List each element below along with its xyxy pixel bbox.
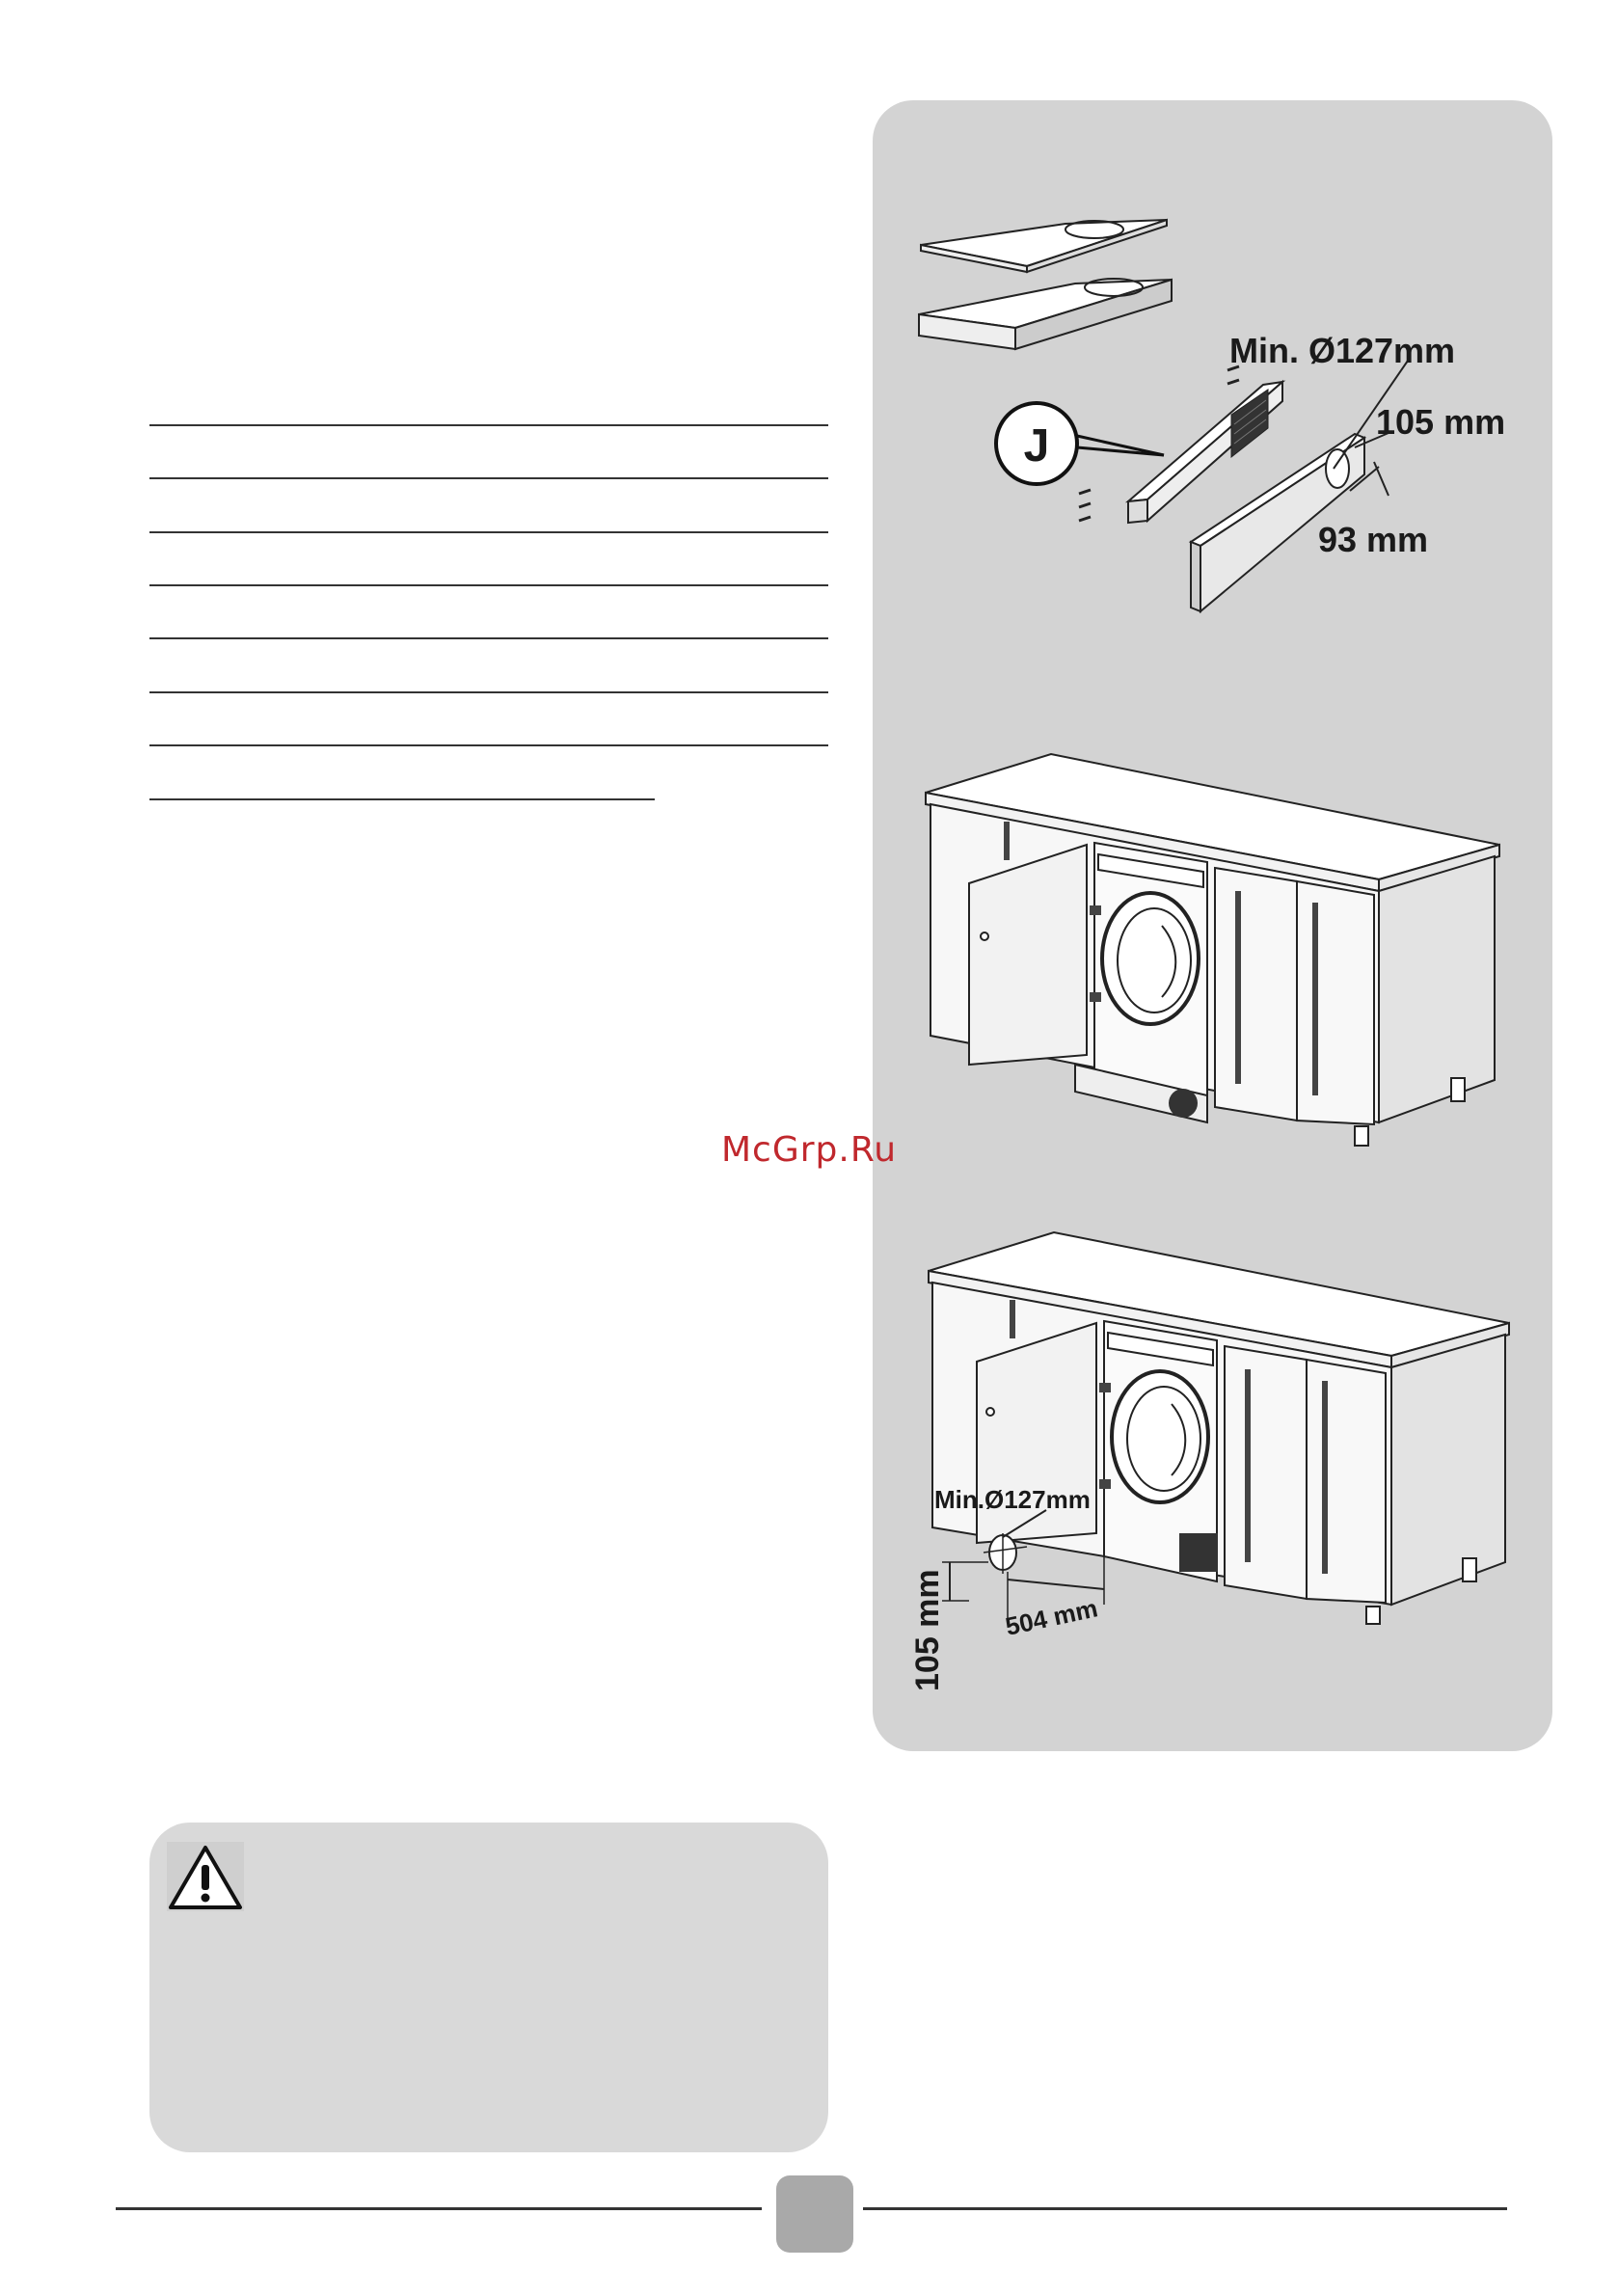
text-rule [149, 744, 828, 746]
label-105mm-vertical: 105 mm [909, 1569, 946, 1691]
label-93mm: 93 mm [1318, 520, 1429, 559]
label-504mm: 504 mm [1003, 1593, 1100, 1641]
footer-rule-left [116, 2207, 762, 2210]
label-min-diameter-wall: Min.Ø127mm [934, 1485, 1091, 1514]
wall-vent-position-illustration [873, 1219, 1552, 1740]
warning-triangle-icon [167, 1842, 244, 1911]
cabinet-installation-illustration [873, 737, 1552, 1257]
label-min-diameter: Min. Ø127mm [1229, 331, 1456, 370]
warning-box [149, 1823, 828, 2152]
label-105mm: 105 mm [1376, 402, 1506, 442]
text-rule [149, 424, 828, 426]
text-rule [149, 637, 828, 639]
text-rule [149, 531, 828, 533]
vent-kit-illustration [873, 100, 1552, 640]
text-rule [149, 798, 655, 800]
illustration-panel [873, 100, 1552, 1751]
text-rule [149, 477, 828, 479]
page-number-tab [776, 2175, 853, 2253]
text-rule [149, 584, 828, 586]
watermark-text: McGrp.Ru [721, 1130, 898, 1170]
footer-rule-right [863, 2207, 1507, 2210]
text-rule [149, 691, 828, 693]
callout-j: J [1023, 420, 1050, 472]
